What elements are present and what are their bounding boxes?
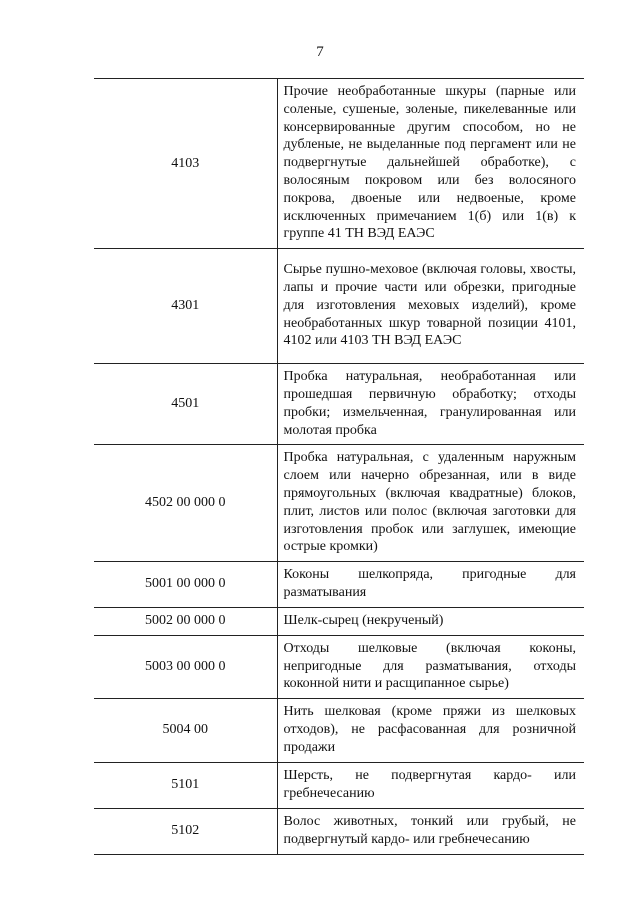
- table-row: [94, 249, 584, 364]
- row-description: Нить шелковая (кроме пряжи из шелковых отходов), не расфасованная для розничной продажи: [277, 699, 584, 762]
- row-code: 5001 00 000 0: [94, 562, 277, 608]
- row-description: Пробка натуральная, с удаленным наружным слоем или начерно обрезанная, или в виде прямоугольных (включая квадратные) блоков, плит, листов или полос (включая заготовки для изготовления пробок или заглушек, имеющие острые кромки): [277, 445, 584, 562]
- table-row: [94, 635, 584, 698]
- table-row: [94, 699, 584, 762]
- table-row: [94, 762, 584, 808]
- row-code: 4502 00 000 0: [94, 445, 277, 562]
- row-code: 5004 00: [94, 699, 277, 762]
- row-description: Шелк-сырец (некрученый): [277, 607, 584, 635]
- row-description: Коконы шелкопряда, пригодные для разматывания: [277, 562, 584, 608]
- row-code: 4103: [94, 79, 277, 249]
- row-code: 5003 00 000 0: [94, 635, 277, 698]
- row-code: 5002 00 000 0: [94, 607, 277, 635]
- table-row: [94, 808, 584, 854]
- row-code: 5102: [94, 808, 277, 854]
- page-number: 7: [316, 44, 324, 60]
- row-description: Прочие необработанные шкуры (парные или соленые, сушеные, золеные, пикелеванные или консервированные другим способом, но не дубленые, не выделанные под пергамент или не подвергнутые дальнейшей обработке), с волосяным покровом или без волосяного покрова, двоеные или недвоеные, кроме исключенных примечанием 1(б) или 1(в) к группе 41 ТН ВЭД ЕАЭС: [277, 79, 584, 249]
- row-description: Шерсть, не подвергнутая кардо- или гребнечесанию: [277, 762, 584, 808]
- table-row: [94, 445, 584, 562]
- row-description: Волос животных, тонкий или грубый, не подвергнутый кардо- или гребнечесанию: [277, 808, 584, 854]
- tariff-code-table: [94, 78, 584, 855]
- table-row: [94, 79, 584, 249]
- row-description: Пробка натуральная, необработанная или прошедшая первичную обработку; отходы пробки; измельченная, гранулированная или молотая пробка: [277, 364, 584, 445]
- table-row: [94, 364, 584, 445]
- row-code: 4301: [94, 249, 277, 364]
- table-row: [94, 562, 584, 608]
- row-code: 5101: [94, 762, 277, 808]
- table-row: [94, 607, 584, 635]
- row-code: 4501: [94, 364, 277, 445]
- row-description: Сырье пушно-меховое (включая головы, хвосты, лапы и прочие части или обрезки, пригодные для изготовления меховых изделий), кроме необработанных шкур товарной позиции 4101, 4102 или 4103 ТН ВЭД ЕАЭС: [277, 249, 584, 364]
- row-description: Отходы шелковые (включая коконы, непригодные для разматывания, отходы коконной нити и расщипанное сырье): [277, 635, 584, 698]
